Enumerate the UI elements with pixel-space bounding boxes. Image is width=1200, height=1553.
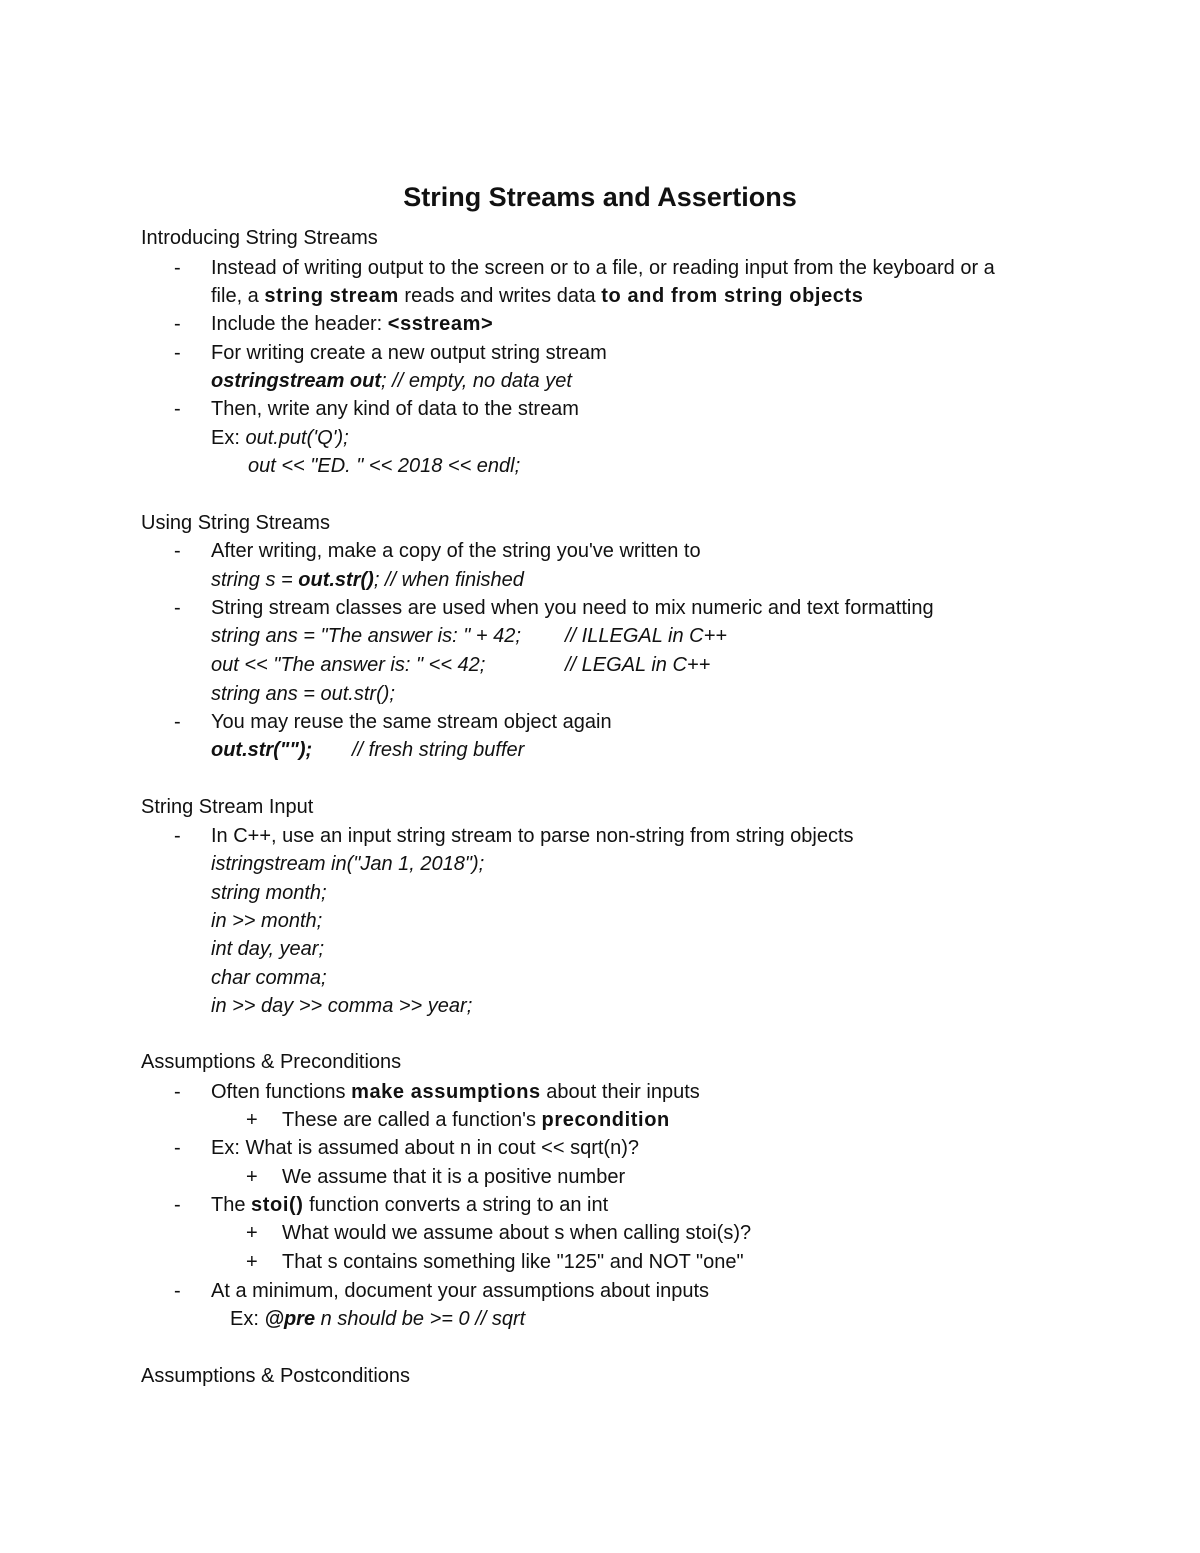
code-line: int day, year; [211,938,325,960]
bullet-dash: - [174,825,181,847]
code-line: out << "The answer is: " << 42; [211,654,486,676]
bullet-dash: - [174,540,181,562]
bullet-dash: - [174,313,181,335]
bullet-text: The stoi() function converts a string to an int [211,1194,609,1216]
code-comment: // fresh string buffer [352,739,525,761]
bullet-dash: - [174,257,181,279]
bullet-dash: - [174,1137,181,1159]
sub-bullet-plus: + [246,1166,258,1188]
page-title: String Streams and Assertions [403,182,797,212]
bullet-dash: - [174,342,181,364]
section-heading-using: Using String Streams [141,512,330,534]
bullet-text: String stream classes are used when you need to mix numeric and text formatting [211,597,934,619]
sub-bullet-plus: + [246,1251,258,1273]
section-heading-introducing: Introducing String Streams [141,227,378,249]
code-comment: // ILLEGAL in C++ [565,625,727,647]
code-line: istringstream in("Jan 1, 2018"); [211,853,485,875]
bullet-dash: - [174,1194,181,1216]
section-heading-postconditions: Assumptions & Postconditions [141,1365,411,1387]
bullet-text: Ex: What is assumed about n in cout << sqrt(n)? [211,1137,639,1159]
bullet-dash: - [174,1280,181,1302]
code-line: in >> month; [211,910,323,932]
code-line: ostringstream out; // empty, no data yet [211,370,572,392]
code-line: out << "ED. " << 2018 << endl; [248,455,521,477]
sub-bullet-text: That s contains something like "125" and NOT "one" [282,1251,744,1273]
bullet-text: Often functions make assumptions about their inputs [211,1081,700,1103]
code-line: string s = out.str(); // when finished [211,569,524,591]
sub-bullet-text: We assume that it is a positive number [282,1166,626,1188]
code-line: string month; [211,882,327,904]
bullet-text: After writing, make a copy of the string you've written to [211,540,701,562]
bullet-text-continued: file, a string stream reads and writes data to and from string objects [211,285,864,307]
code-line: in >> day >> comma >> year; [211,995,473,1017]
code-line: char comma; [211,967,327,989]
bullet-text: For writing create a new output string stream [211,342,607,364]
code-line: string ans = out.str(); [211,683,395,705]
bullet-text: Then, write any kind of data to the stream [211,398,579,420]
bullet-text: At a minimum, document your assumptions about inputs [211,1280,710,1302]
code-comment: // LEGAL in C++ [565,654,711,676]
code-line: out.str(""); [211,739,313,761]
bullet-text: Instead of writing output to the screen or to a file, or reading input from the keyboard or a [211,257,995,279]
sub-bullet-plus: + [246,1109,258,1131]
bullet-dash: - [174,1081,181,1103]
example-line: Ex: @pre n should be >= 0 // sqrt [230,1308,526,1330]
sub-bullet-text: These are called a function's precondition [282,1109,670,1131]
bullet-text: Include the header: <sstream> [211,313,494,335]
code-line: string ans = "The answer is: " + 42; [211,625,521,647]
bullet-dash: - [174,711,181,733]
example-line: Ex: out.put('Q'); [211,427,349,449]
section-heading-preconditions: Assumptions & Preconditions [141,1051,402,1073]
sub-bullet-plus: + [246,1222,258,1244]
bullet-text: In C++, use an input string stream to parse non-string from string objects [211,825,854,847]
sub-bullet-text: What would we assume about s when calling stoi(s)? [282,1222,752,1244]
section-heading-input: String Stream Input [141,796,314,818]
bullet-dash: - [174,597,181,619]
bullet-dash: - [174,398,181,420]
bullet-text: You may reuse the same stream object again [211,711,612,733]
